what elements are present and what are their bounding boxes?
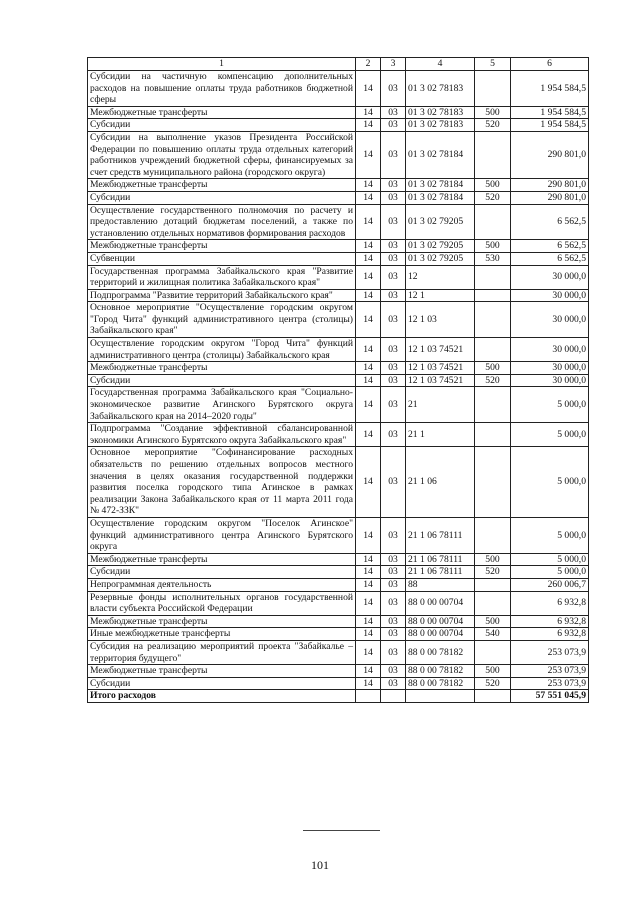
row-amount: 30 000,0	[511, 338, 589, 362]
row-target-article: 88 0 00 78182	[406, 677, 475, 690]
row-amount: 5 000,0	[511, 447, 589, 518]
row-amount: 1 954 584,5	[511, 71, 589, 107]
total-label: Итого расходов	[88, 690, 356, 703]
row-amount: 30 000,0	[511, 362, 589, 375]
row-name: Субсидия на реализацию мероприятий проекта "Забайкалье – территория будущего"	[88, 640, 356, 664]
total-empty-cell	[356, 690, 381, 703]
row-expense-type	[475, 517, 511, 553]
row-expense-type: 500	[475, 665, 511, 678]
row-section: 14	[356, 179, 381, 192]
row-amount: 5 000,0	[511, 553, 589, 566]
row-subsection: 03	[381, 665, 406, 678]
row-amount: 6 932,8	[511, 615, 589, 628]
row-section: 14	[356, 517, 381, 553]
row-expense-type: 520	[475, 119, 511, 132]
row-amount: 1 954 584,5	[511, 119, 589, 132]
row-expense-type	[475, 578, 511, 591]
row-section: 14	[356, 591, 381, 615]
row-target-article: 88	[406, 578, 475, 591]
row-subsection: 03	[381, 362, 406, 375]
row-expense-type	[475, 131, 511, 178]
row-target-article: 01 3 02 78184	[406, 191, 475, 204]
row-amount: 6 932,8	[511, 628, 589, 641]
budget-table	[87, 57, 589, 703]
row-name: Субсидии	[88, 566, 356, 579]
table-row	[88, 387, 589, 423]
row-amount: 6 932,8	[511, 591, 589, 615]
row-subsection: 03	[381, 119, 406, 132]
row-subsection: 03	[381, 615, 406, 628]
table-row	[88, 566, 589, 579]
row-section: 14	[356, 553, 381, 566]
row-subsection: 03	[381, 240, 406, 253]
total-empty-cell	[406, 690, 475, 703]
row-expense-type: 500	[475, 615, 511, 628]
table-row	[88, 179, 589, 192]
row-name: Государственная программа Забайкальского края "Развитие территорий и жилищная политика Забайкальского края"	[88, 265, 356, 289]
row-name: Подпрограмма "Создание эффективной сбалансированной экономики Агинского Бурятского округа Забайкальского края"	[88, 423, 356, 447]
row-subsection: 03	[381, 338, 406, 362]
row-subsection: 03	[381, 252, 406, 265]
row-target-article: 88 0 00 00704	[406, 615, 475, 628]
table-body	[88, 71, 589, 690]
row-section: 14	[356, 302, 381, 338]
table-row	[88, 240, 589, 253]
row-name: Непрограммная деятельность	[88, 578, 356, 591]
row-section: 14	[356, 615, 381, 628]
row-subsection: 03	[381, 179, 406, 192]
row-amount: 253 073,9	[511, 677, 589, 690]
row-expense-type: 500	[475, 553, 511, 566]
row-amount: 1 954 584,5	[511, 106, 589, 119]
row-target-article: 01 3 02 78183	[406, 119, 475, 132]
row-section: 14	[356, 71, 381, 107]
header-col-name: 1	[88, 58, 356, 71]
total-row	[88, 690, 589, 703]
row-target-article: 21 1 06 78111	[406, 517, 475, 553]
table-row	[88, 131, 589, 178]
table-footer	[88, 690, 589, 703]
row-name: Резервные фонды исполнительных органов государственной власти субъекта Российской Федерации	[88, 591, 356, 615]
total-amount: 57 551 045,9	[511, 690, 589, 703]
row-expense-type	[475, 640, 511, 664]
row-target-article: 01 3 02 79205	[406, 204, 475, 240]
row-expense-type	[475, 204, 511, 240]
row-section: 14	[356, 106, 381, 119]
row-target-article: 21 1 06	[406, 447, 475, 518]
row-name: Осуществление государственного полномочия по расчету и предоставлению дотаций бюджетам поселений, а также по установлению отдельных нормативов формирования расходов	[88, 204, 356, 240]
page-number: 101	[311, 858, 329, 872]
row-subsection: 03	[381, 517, 406, 553]
table-row	[88, 677, 589, 690]
row-subsection: 03	[381, 640, 406, 664]
table-row	[88, 423, 589, 447]
table-row	[88, 191, 589, 204]
row-name: Субсидии	[88, 677, 356, 690]
row-expense-type	[475, 591, 511, 615]
row-section: 14	[356, 578, 381, 591]
table-row	[88, 578, 589, 591]
row-expense-type	[475, 423, 511, 447]
table-row	[88, 665, 589, 678]
table-row	[88, 106, 589, 119]
table-row	[88, 447, 589, 518]
table-row	[88, 553, 589, 566]
row-subsection: 03	[381, 374, 406, 387]
row-section: 14	[356, 665, 381, 678]
row-section: 14	[356, 289, 381, 302]
row-name: Субсидии на частичную компенсацию дополнительных расходов на повышение оплаты труда работников бюджетной сферы	[88, 71, 356, 107]
row-target-article: 12 1 03	[406, 302, 475, 338]
row-target-article: 01 3 02 79205	[406, 252, 475, 265]
row-expense-type: 500	[475, 240, 511, 253]
row-target-article: 21 1	[406, 423, 475, 447]
row-name: Межбюджетные трансферты	[88, 362, 356, 375]
row-section: 14	[356, 447, 381, 518]
table-row	[88, 374, 589, 387]
row-expense-type: 500	[475, 362, 511, 375]
row-name: Межбюджетные трансферты	[88, 106, 356, 119]
row-subsection: 03	[381, 289, 406, 302]
row-section: 14	[356, 677, 381, 690]
row-section: 14	[356, 204, 381, 240]
row-expense-type	[475, 447, 511, 518]
row-amount: 6 562,5	[511, 204, 589, 240]
row-section: 14	[356, 265, 381, 289]
row-name: Субсидии	[88, 374, 356, 387]
row-name: Основное мероприятие "Осуществление городским округом "Город Чита" функций административного центра (столицы) Забайкальского края"	[88, 302, 356, 338]
row-amount: 253 073,9	[511, 665, 589, 678]
table-row	[88, 119, 589, 132]
row-target-article: 88 0 00 78182	[406, 665, 475, 678]
row-subsection: 03	[381, 302, 406, 338]
row-target-article: 01 3 02 78184	[406, 179, 475, 192]
row-target-article: 88 0 00 00704	[406, 628, 475, 641]
row-section: 14	[356, 338, 381, 362]
row-expense-type: 520	[475, 566, 511, 579]
row-name: Субсидии	[88, 119, 356, 132]
row-target-article: 01 3 02 79205	[406, 240, 475, 253]
row-expense-type	[475, 71, 511, 107]
table-row	[88, 615, 589, 628]
table-row	[88, 252, 589, 265]
row-expense-type: 530	[475, 252, 511, 265]
row-section: 14	[356, 240, 381, 253]
table-row	[88, 591, 589, 615]
row-subsection: 03	[381, 566, 406, 579]
row-target-article: 12 1	[406, 289, 475, 302]
header-col-expense-type: 5	[475, 58, 511, 71]
row-section: 14	[356, 131, 381, 178]
row-name: Межбюджетные трансферты	[88, 179, 356, 192]
row-amount: 30 000,0	[511, 265, 589, 289]
header-col-subsection: 3	[381, 58, 406, 71]
row-section: 14	[356, 628, 381, 641]
row-amount: 253 073,9	[511, 640, 589, 664]
row-target-article: 01 3 02 78184	[406, 131, 475, 178]
table-header	[88, 58, 589, 71]
footer-divider	[303, 830, 380, 831]
row-section: 14	[356, 423, 381, 447]
row-target-article: 01 3 02 78183	[406, 71, 475, 107]
row-subsection: 03	[381, 265, 406, 289]
row-expense-type: 520	[475, 191, 511, 204]
row-name: Подпрограмма "Развитие территорий Забайкальского края"	[88, 289, 356, 302]
table-row	[88, 265, 589, 289]
row-expense-type	[475, 265, 511, 289]
row-amount: 6 562,5	[511, 252, 589, 265]
table-row	[88, 362, 589, 375]
row-subsection: 03	[381, 71, 406, 107]
row-subsection: 03	[381, 447, 406, 518]
row-name: Субсидии на выполнение указов Президента Российской Федерации по повышению оплаты труда отдельных категорий работников учреждений бюджетной сферы, финансируемых за счет средств муниципального района (городского округа)	[88, 131, 356, 178]
row-amount: 30 000,0	[511, 302, 589, 338]
row-name: Межбюджетные трансферты	[88, 665, 356, 678]
row-amount: 5 000,0	[511, 387, 589, 423]
row-target-article: 12 1 03 74521	[406, 374, 475, 387]
row-amount: 290 801,0	[511, 131, 589, 178]
table-row	[88, 628, 589, 641]
row-expense-type: 520	[475, 374, 511, 387]
row-target-article: 21 1 06 78111	[406, 553, 475, 566]
row-expense-type: 500	[475, 179, 511, 192]
row-section: 14	[356, 252, 381, 265]
row-name: Осуществление городским округом "Город Чита" функций административного центра (столицы) Забайкальского края	[88, 338, 356, 362]
row-section: 14	[356, 640, 381, 664]
row-expense-type: 520	[475, 677, 511, 690]
row-subsection: 03	[381, 677, 406, 690]
row-section: 14	[356, 119, 381, 132]
row-section: 14	[356, 362, 381, 375]
row-amount: 290 801,0	[511, 179, 589, 192]
row-target-article: 88 0 00 78182	[406, 640, 475, 664]
header-col-amount: 6	[511, 58, 589, 71]
row-section: 14	[356, 374, 381, 387]
row-target-article: 12 1 03 74521	[406, 338, 475, 362]
row-target-article: 21 1 06 78111	[406, 566, 475, 579]
row-expense-type: 540	[475, 628, 511, 641]
row-amount: 5 000,0	[511, 423, 589, 447]
row-name: Основное мероприятие "Софинансирование расходных обязательств по решению отдельных вопросов местного значения в целях оказания государственной поддержки развития поселка городского типа Агинское в рамках реализации Закона Забайкальского края от 11 марта 2011 года № 472-ЗЗК"	[88, 447, 356, 518]
row-target-article: 12 1 03 74521	[406, 362, 475, 375]
row-subsection: 03	[381, 628, 406, 641]
row-name: Субвенции	[88, 252, 356, 265]
row-amount: 30 000,0	[511, 374, 589, 387]
total-empty-cell	[475, 690, 511, 703]
row-name: Межбюджетные трансферты	[88, 553, 356, 566]
table-row	[88, 289, 589, 302]
row-subsection: 03	[381, 204, 406, 240]
row-name: Иные межбюджетные трансферты	[88, 628, 356, 641]
row-subsection: 03	[381, 131, 406, 178]
table-row	[88, 204, 589, 240]
row-expense-type	[475, 387, 511, 423]
row-amount: 290 801,0	[511, 191, 589, 204]
row-name: Государственная программа Забайкальского края "Социально-экономическое развитие Агинского Бурятского округа Забайкальского края на 2014–2020 годы"	[88, 387, 356, 423]
table-row	[88, 517, 589, 553]
row-subsection: 03	[381, 191, 406, 204]
row-amount: 5 000,0	[511, 566, 589, 579]
row-subsection: 03	[381, 106, 406, 119]
table-row	[88, 640, 589, 664]
row-name: Осуществление городским округом "Поселок Агинское" функций административного центра Агинского Бурятского округа	[88, 517, 356, 553]
row-target-article: 21	[406, 387, 475, 423]
row-amount: 260 006,7	[511, 578, 589, 591]
row-section: 14	[356, 387, 381, 423]
row-section: 14	[356, 566, 381, 579]
row-target-article: 01 3 02 78183	[406, 106, 475, 119]
row-subsection: 03	[381, 553, 406, 566]
row-name: Субсидии	[88, 191, 356, 204]
total-empty-cell	[381, 690, 406, 703]
row-subsection: 03	[381, 423, 406, 447]
header-col-target-article: 4	[406, 58, 475, 71]
row-subsection: 03	[381, 578, 406, 591]
row-expense-type	[475, 289, 511, 302]
row-expense-type	[475, 338, 511, 362]
row-section: 14	[356, 191, 381, 204]
header-col-section: 2	[356, 58, 381, 71]
table-row	[88, 338, 589, 362]
row-expense-type	[475, 302, 511, 338]
row-subsection: 03	[381, 387, 406, 423]
row-target-article: 88 0 00 00704	[406, 591, 475, 615]
row-subsection: 03	[381, 591, 406, 615]
row-name: Межбюджетные трансферты	[88, 615, 356, 628]
row-amount: 5 000,0	[511, 517, 589, 553]
row-amount: 30 000,0	[511, 289, 589, 302]
row-name: Межбюджетные трансферты	[88, 240, 356, 253]
row-target-article: 12	[406, 265, 475, 289]
table-row	[88, 302, 589, 338]
header-row	[88, 58, 589, 71]
row-amount: 6 562,5	[511, 240, 589, 253]
row-expense-type: 500	[475, 106, 511, 119]
table-row	[88, 71, 589, 107]
